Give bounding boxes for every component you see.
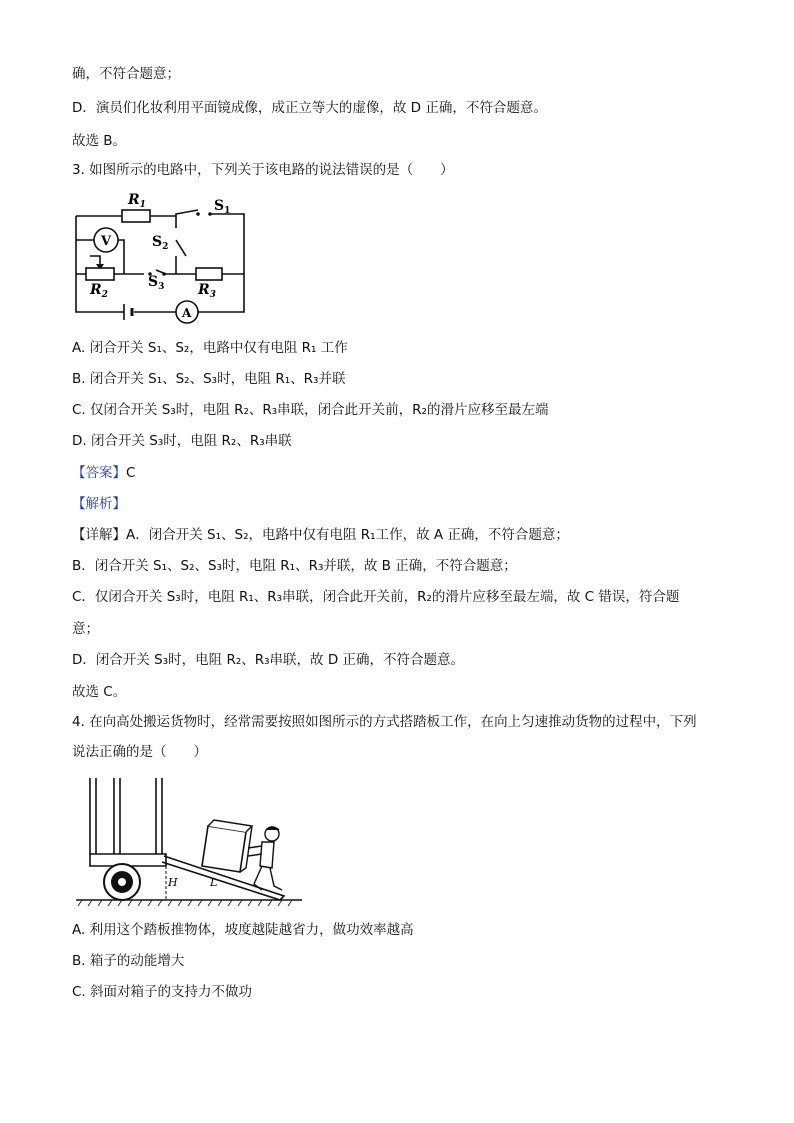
q4-option-c: C. 斜面对箱子的支持力不做功 — [72, 984, 253, 1000]
resistor-r2 — [86, 268, 114, 280]
label-r1-sub: 1 — [139, 200, 146, 210]
svg-text:S3 — [148, 274, 164, 292]
worker — [248, 827, 282, 890]
q3-detail-3a: C．仅闭合开关 S₃时，电阻 R₁、R₃串联，闭合此开关前，R₂的滑片应移至最左端，故 C 错误，符合题 — [72, 589, 680, 605]
label-r3: R — [198, 282, 210, 298]
svg-text:S2 — [152, 234, 168, 252]
q4-option-a: A. 利用这个踏板推物体，坡度越陡越省力，做功效率越高 — [72, 922, 414, 938]
q3-option-d: D. 闭合开关 S₃时，电阻 R₂、R₃串联 — [72, 433, 292, 449]
q4-ramp-figure — [76, 772, 302, 908]
label-ammeter: A — [182, 306, 192, 320]
q3-analysis-tag: 【解析】 — [72, 496, 126, 512]
svg-text:R3 — [197, 282, 216, 300]
label-voltmeter: V — [101, 234, 112, 249]
label-s1: S — [214, 198, 225, 214]
q3-option-a: A. 闭合开关 S₁、S₂，电路中仅有电阻 R₁ 工作 — [72, 340, 348, 356]
ground-hatch — [78, 900, 292, 906]
q4-option-b: B. 箱子的动能增大 — [72, 953, 185, 969]
svg-text:R2 — [89, 282, 108, 300]
resistor-r3 — [196, 268, 222, 280]
truck-posts — [90, 778, 162, 854]
q3-answer — [72, 463, 135, 483]
prev-line-2: D．演员们化妆利用平面镜成像，成正立等大的虚像，故 D 正确，不符合题意。 — [72, 100, 547, 116]
svg-text:R1 — [127, 192, 146, 210]
q4-stem-2: 说法正确的是（ ） — [72, 744, 207, 760]
q3-detail-3b: 意； — [72, 621, 99, 637]
label-s2-sub: 2 — [162, 242, 169, 252]
label-length: L — [210, 876, 218, 889]
label-height: H — [168, 876, 178, 889]
answer-tag: 【答案】 — [72, 465, 126, 481]
svg-text:S1 — [214, 198, 230, 216]
prev-line-3: 故选 B。 — [72, 133, 127, 149]
q3-conclusion: 故选 C。 — [72, 684, 127, 700]
label-s3-sub: 3 — [158, 282, 165, 292]
label-r1: R — [128, 192, 140, 208]
q4-stem-1: 4. 在向高处搬运货物时，经常需要按照如图所示的方式搭踏板工作，在向上匀速推动货物的过程中，下列 — [72, 714, 697, 730]
s2-branch — [176, 216, 186, 274]
q3-option-c: C. 仅闭合开关 S₃时，电阻 R₂、R₃串联，闭合此开关前，R₂的滑片应移至最左端 — [72, 402, 549, 418]
label-s3: S — [148, 274, 159, 290]
label-r2: R — [90, 282, 102, 298]
cargo-box — [202, 826, 246, 872]
prev-line-1: 确，不符合题意； — [72, 66, 180, 82]
label-r2-sub: 2 — [101, 290, 108, 300]
resistor-r1 — [122, 210, 150, 222]
q3-stem: 3. 如图所示的电路中，下列关于该电路的说法错误的是（ ） — [72, 162, 454, 178]
q3-circuit-figure — [70, 190, 250, 328]
q3-option-b: B. 闭合开关 S₁、S₂、S₃时，电阻 R₁、R₃并联 — [72, 371, 346, 387]
q3-detail-2: B．闭合开关 S₁、S₂、S₃时，电阻 R₁、R₃并联，故 B 正确，不符合题意； — [72, 558, 517, 574]
label-r3-sub: 3 — [209, 290, 216, 300]
label-s1-sub: 1 — [224, 206, 231, 216]
q3-detail-4: D．闭合开关 S₃时，电阻 R₂、R₃串联，故 D 正确，不符合题意。 — [72, 652, 465, 668]
answer-value: C — [126, 465, 136, 481]
q3-detail-1: 【详解】A．闭合开关 S₁、S₂，电路中仅有电阻 R₁工作，故 A 正确，不符合题意； — [72, 527, 569, 543]
label-s2: S — [152, 234, 163, 250]
